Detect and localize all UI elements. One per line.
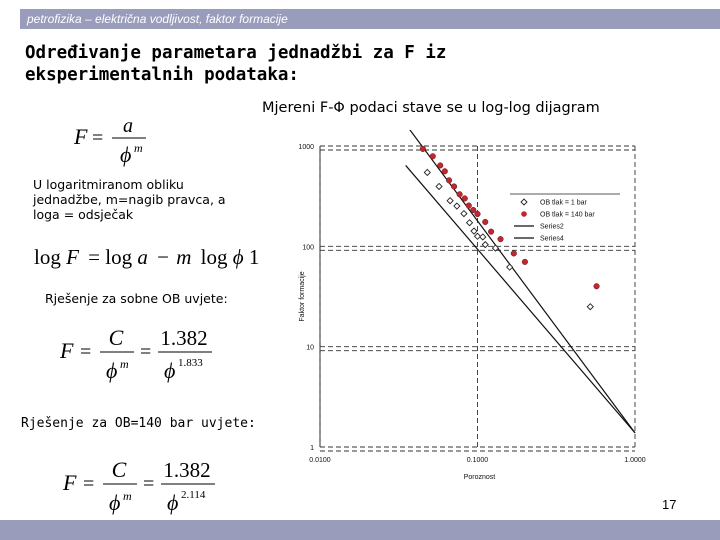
y-tick-label: 10 (306, 344, 314, 352)
svg-text:C: C (108, 325, 124, 350)
data-point-140bar (462, 196, 468, 202)
legend-entry: Series2 (540, 223, 564, 231)
legend-entry: Series4 (540, 235, 564, 243)
log-form-note: U logaritmiranom obliku jednadžbe, m=nagib pravca, a loga = odsječak (33, 177, 226, 222)
legend-entry: OB tlak = 140 bar (540, 211, 595, 219)
data-point-140bar (430, 153, 436, 159)
svg-text:m: m (120, 357, 129, 371)
data-point-1bar (471, 228, 477, 234)
data-point-140bar (442, 168, 448, 174)
data-point-140bar (522, 259, 528, 265)
svg-text:=: = (80, 341, 92, 363)
data-point-140bar (475, 211, 481, 217)
equation-log-form (34, 240, 274, 277)
svg-text:1.833: 1.833 (178, 357, 203, 369)
eq-numerator: a (123, 115, 133, 137)
x-axis-title: Poroznost (463, 474, 496, 481)
log-log-chart (290, 130, 690, 490)
svg-text:ϕ: ϕ (167, 490, 179, 515)
legend-marker (521, 211, 527, 217)
y-tick-label: 1000 (298, 144, 314, 151)
svg-text:ϕ: ϕ (109, 490, 121, 515)
data-point-140bar (446, 178, 452, 184)
svg-text:ϕ: ϕ (106, 358, 118, 383)
solution-room-label: Rješenje za sobne OB uvjete: (45, 291, 228, 306)
topic-label: petrofizika – električna vodljivost, faktor formacije (27, 12, 288, 26)
data-point-140bar (466, 203, 472, 209)
slide-title: Određivanje parametara jednadžbi za F iz eksperimentalnih podataka: (25, 43, 447, 85)
svg-text:C: C (111, 457, 127, 482)
svg-text:=: = (92, 127, 104, 149)
svg-text:=: = (143, 473, 155, 495)
data-point-1bar (454, 203, 460, 209)
eq-den-base: ϕ (120, 142, 132, 167)
data-point-140bar (488, 229, 494, 235)
data-point-1bar (480, 234, 486, 240)
eq-den-exp: m (134, 141, 143, 155)
y-axis-title: Faktor formacije (299, 271, 306, 322)
equation-solution-140bar (63, 450, 233, 525)
data-point-1bar (587, 304, 593, 310)
svg-text:ϕ: ϕ (164, 358, 176, 383)
equation-solution-room (60, 318, 230, 393)
data-point-140bar (498, 236, 504, 242)
footer-bar (0, 520, 720, 540)
data-point-140bar (482, 219, 488, 225)
legend-entry: OB tlak = 1 bar (540, 199, 587, 207)
data-point-1bar (467, 220, 473, 226)
slide-subtitle: Mjereni F-Φ podaci stave se u log-log dijagram (262, 100, 600, 116)
data-point-1bar (424, 169, 430, 175)
data-point-140bar (457, 192, 463, 198)
svg-text:2.114: 2.114 (181, 489, 206, 501)
x-tick-label: 1.0000 (624, 457, 646, 464)
y-tick-label: 100 (302, 244, 314, 252)
y-tick-label: 1 (310, 445, 314, 452)
x-tick-label: 0.0100 (309, 457, 331, 464)
svg-text:F: F (63, 470, 77, 495)
svg-text:1.382: 1.382 (160, 326, 208, 350)
data-point-1bar (461, 211, 467, 217)
data-point-140bar (511, 251, 517, 257)
x-tick-label: 0.1000 (466, 457, 489, 464)
equation-general (72, 110, 162, 175)
data-point-1bar (436, 183, 442, 189)
data-point-140bar (437, 163, 443, 169)
svg-text:1.382: 1.382 (163, 458, 211, 482)
data-point-140bar (451, 184, 457, 190)
series-line (406, 130, 635, 433)
data-point-1bar (507, 264, 513, 270)
data-point-1bar (475, 233, 481, 239)
solution-140bar-label: Rješenje za OB=140 bar uvjete: (21, 416, 256, 431)
svg-text:=: = (140, 341, 152, 363)
page-number: 17 (662, 497, 677, 512)
data-point-140bar (420, 146, 426, 152)
svg-text:log F = log: log F = log a − m log ϕ 1 (34, 245, 260, 269)
svg-text:m: m (123, 489, 132, 503)
data-point-140bar (594, 283, 600, 289)
data-point-1bar (447, 198, 453, 204)
svg-text:=: = (83, 473, 95, 495)
svg-text:F: F (60, 338, 74, 363)
eq-lhs: F (74, 124, 88, 149)
